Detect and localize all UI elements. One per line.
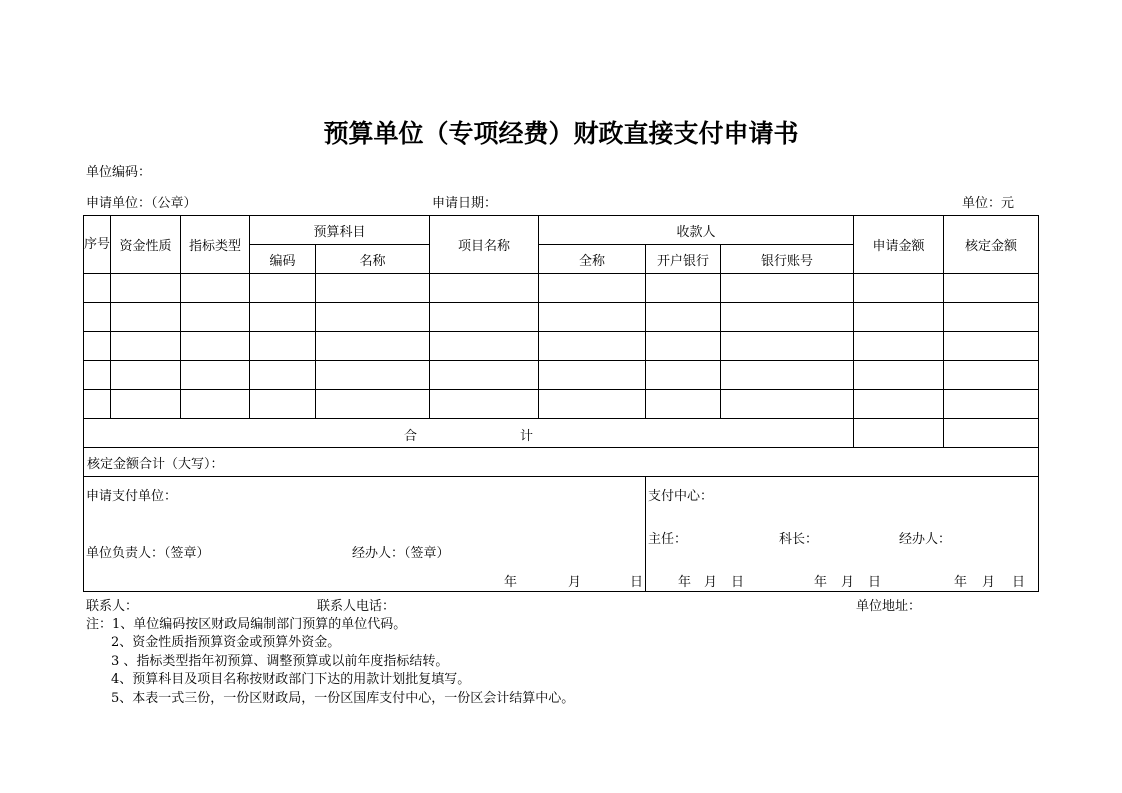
cell-apply-amount[interactable] — [854, 332, 944, 361]
cell-bank[interactable] — [646, 361, 721, 390]
cell-account[interactable] — [721, 390, 854, 419]
apply-date-label: 申请日期： — [432, 196, 498, 211]
cell-account[interactable] — [721, 332, 854, 361]
cell-account[interactable] — [721, 274, 854, 303]
header-full-name: 全称 — [539, 245, 646, 274]
notes-clip — [0, 610, 1122, 706]
cell-apply-amount[interactable] — [854, 361, 944, 390]
cell-full-name[interactable] — [539, 361, 646, 390]
table-row — [84, 390, 1039, 419]
header-project-name: 项目名称 — [430, 216, 539, 274]
handler-right-label: 经办人： — [899, 532, 952, 547]
total-apply-amount[interactable] — [854, 419, 944, 448]
left-year-label: 年 — [504, 575, 518, 590]
handler-year-label: 年 — [954, 575, 968, 590]
cell-apply-amount[interactable] — [854, 274, 944, 303]
table-row — [84, 274, 1039, 303]
cell-project-name[interactable] — [430, 303, 539, 332]
application-table — [83, 215, 1039, 592]
cell-name[interactable] — [316, 390, 430, 419]
cell-bank[interactable] — [646, 390, 721, 419]
unit-address-label: 单位地址： — [856, 599, 922, 614]
table-row — [84, 332, 1039, 361]
note-4: 4、预算科目及项目名称按财政部门下达的用款计划批复填写。 — [111, 672, 471, 687]
cell-project-name[interactable] — [430, 390, 539, 419]
header-fund-nature: 资金性质 — [111, 216, 181, 274]
cell-bank[interactable] — [646, 303, 721, 332]
note-3: 3 、指标类型指年初预算、调整预算或以前年度指标结转。 — [111, 654, 449, 669]
cell-seq[interactable] — [84, 390, 111, 419]
cell-full-name[interactable] — [539, 390, 646, 419]
cell-index-type[interactable] — [181, 274, 250, 303]
cell-index-type[interactable] — [181, 332, 250, 361]
cell-name[interactable] — [316, 303, 430, 332]
pay-center-sign-cell — [646, 477, 1039, 592]
apply-unit-sign-cell — [84, 477, 646, 592]
signature-row — [84, 477, 1039, 592]
unit-code-label: 单位编码： — [86, 165, 152, 180]
cell-full-name[interactable] — [539, 303, 646, 332]
cell-full-name[interactable] — [539, 274, 646, 303]
chief-year-label: 年 — [814, 575, 828, 590]
header-bank: 开户银行 — [646, 245, 721, 274]
header-apply-amount: 申请金额 — [854, 216, 944, 274]
cell-approved-amount[interactable] — [944, 303, 1039, 332]
total-he-label: 合 — [404, 429, 418, 444]
note-2: 2、资金性质指预算资金或预算外资金。 — [111, 635, 341, 650]
table-row — [84, 361, 1039, 390]
header-approved-amount: 核定金额 — [944, 216, 1039, 274]
cell-name[interactable] — [316, 361, 430, 390]
section-chief-label: 科长： — [779, 532, 819, 547]
cell-apply-amount[interactable] — [854, 390, 944, 419]
page-title: 预算单位（专项经费）财政直接支付申请书 — [323, 119, 799, 148]
total-ji-label: 计 — [520, 429, 534, 444]
cell-account[interactable] — [721, 303, 854, 332]
cell-fund-nature[interactable] — [111, 332, 181, 361]
cell-project-name[interactable] — [430, 274, 539, 303]
cell-code[interactable] — [250, 303, 316, 332]
cell-full-name[interactable] — [539, 332, 646, 361]
cell-approved-amount[interactable] — [944, 332, 1039, 361]
table-row — [84, 303, 1039, 332]
contact-phone-label: 联系人电话： — [317, 599, 396, 614]
director-day-label: 日 — [731, 575, 745, 590]
director-year-label: 年 — [678, 575, 692, 590]
cell-fund-nature[interactable] — [111, 274, 181, 303]
left-day-label: 日 — [630, 575, 644, 590]
cell-name[interactable] — [316, 332, 430, 361]
cell-code[interactable] — [250, 361, 316, 390]
cell-fund-nature[interactable] — [111, 303, 181, 332]
contact-person-label: 联系人： — [86, 599, 139, 614]
cell-approved-amount[interactable] — [944, 390, 1039, 419]
applicant-label: 申请单位：（公章） — [86, 196, 197, 211]
header-budget-subject: 预算科目 — [250, 216, 430, 245]
header-name: 名称 — [316, 245, 430, 274]
header-index-type: 指标类型 — [181, 216, 250, 274]
cell-seq[interactable] — [84, 303, 111, 332]
cell-index-type[interactable] — [181, 390, 250, 419]
apply-unit-label: 申请支付单位： — [86, 489, 178, 504]
header-account: 银行账号 — [721, 245, 854, 274]
total-approved-amount[interactable] — [944, 419, 1039, 448]
cell-approved-amount[interactable] — [944, 361, 1039, 390]
handler-day-label: 日 — [1012, 575, 1026, 590]
cell-fund-nature[interactable] — [111, 361, 181, 390]
note-1: 注：1、单位编码按区财政局编制部门预算的单位代码。 — [86, 617, 407, 632]
director-label: 主任： — [648, 532, 688, 547]
currency-unit-label: 单位：元 — [962, 196, 1015, 211]
handler-left-label: 经办人：（签章） — [352, 546, 450, 561]
header-seq: 序号 — [84, 216, 111, 274]
approved-total-label: 核定金额合计（大写）： — [84, 448, 1039, 477]
director-month-label: 月 — [704, 575, 718, 590]
cell-project-name[interactable] — [430, 361, 539, 390]
cell-bank[interactable] — [646, 274, 721, 303]
cell-seq[interactable] — [84, 361, 111, 390]
cell-name[interactable] — [316, 274, 430, 303]
handler-month-label: 月 — [982, 575, 996, 590]
note-5: 5、本表一式三份，一份区财政局，一份区国库支付中心，一份区会计结算中心。 — [111, 691, 575, 706]
chief-month-label: 月 — [841, 575, 855, 590]
cell-code[interactable] — [250, 274, 316, 303]
header-payee: 收款人 — [539, 216, 854, 245]
header-code: 编码 — [250, 245, 316, 274]
cell-code[interactable] — [250, 332, 316, 361]
approved-total-row — [84, 448, 1039, 477]
cell-index-type[interactable] — [181, 303, 250, 332]
total-row — [84, 419, 1039, 448]
total-label-cell — [84, 419, 854, 448]
cell-fund-nature[interactable] — [111, 390, 181, 419]
cell-account[interactable] — [721, 361, 854, 390]
cell-bank[interactable] — [646, 332, 721, 361]
cell-project-name[interactable] — [430, 332, 539, 361]
cell-apply-amount[interactable] — [854, 303, 944, 332]
pay-center-label: 支付中心： — [648, 489, 714, 504]
unit-leader-label: 单位负责人：（签章） — [86, 546, 210, 561]
cell-approved-amount[interactable] — [944, 274, 1039, 303]
cell-code[interactable] — [250, 390, 316, 419]
chief-day-label: 日 — [868, 575, 882, 590]
cell-seq[interactable] — [84, 332, 111, 361]
left-month-label: 月 — [568, 575, 582, 590]
cell-index-type[interactable] — [181, 361, 250, 390]
cell-seq[interactable] — [84, 274, 111, 303]
